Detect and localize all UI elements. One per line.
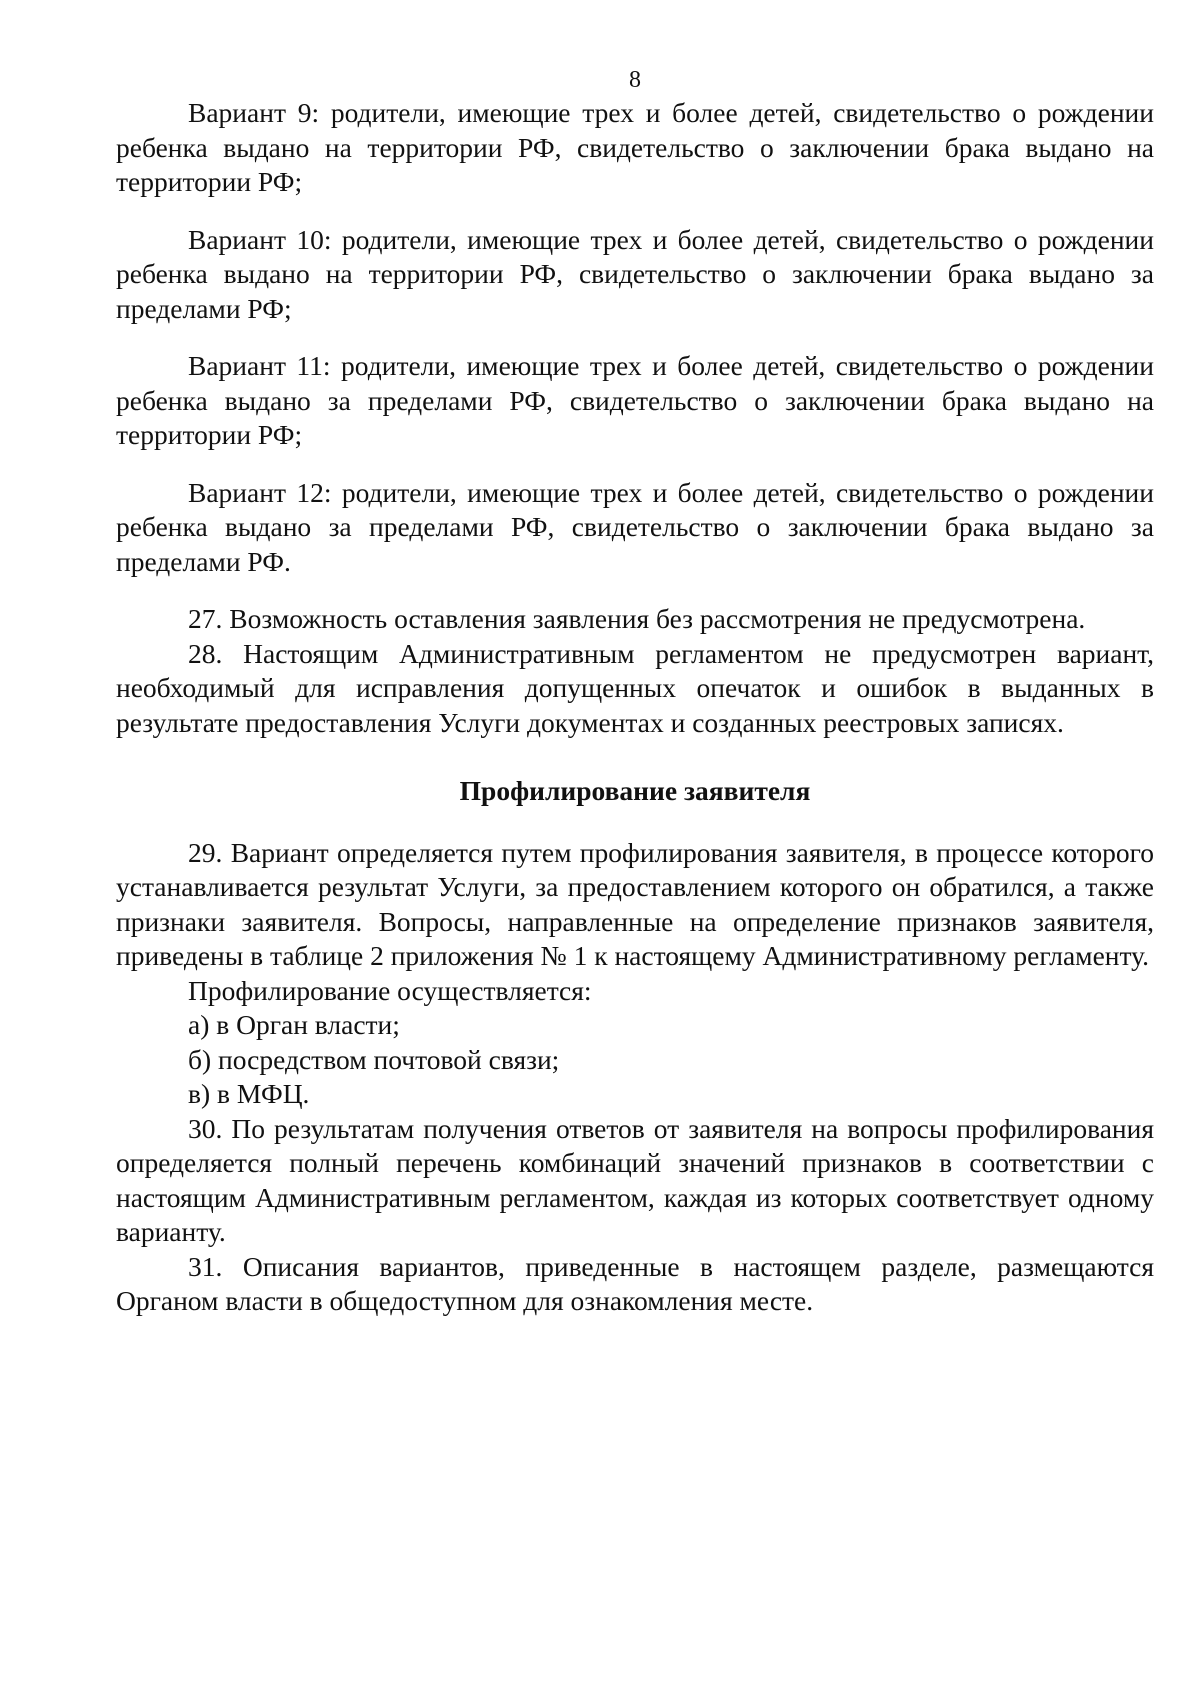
item-27-paragraph: 27. Возможность оставления заявления без рассмотрения не предусмотрена. [188, 603, 1086, 634]
item-28-paragraph: 28. Настоящим Административным регламентом не предусмотрен вариант, необходимый для исправления допущенных опечаток и ошибок в выданных в результате предоставления Услуги документах и созданных реестровых записях. [116, 637, 1154, 738]
profiling-option-c: в) в МФЦ. [188, 1078, 310, 1109]
item-30-paragraph: 30. По результатам получения ответов от заявителя на вопросы профилирования определяется полный перечень комбинаций значений признаков в соответствии с настоящим Административным регламентом, каждая из которых соответствует одному варианту. [116, 1112, 1154, 1247]
variant-10-paragraph: Вариант 10: родители, имеющие трех и более детей, свидетельство о рождении ребенка выдано на территории РФ, свидетельство о заключении брака выдано за пределами РФ; [116, 223, 1154, 324]
variant-11-paragraph: Вариант 11: родители, имеющие трех и более детей, свидетельство о рождении ребенка выдано за пределами РФ, свидетельство о заключении брака выдано на территории РФ; [116, 350, 1154, 450]
profiling-option-b: б) посредством почтовой связи; [188, 1043, 560, 1075]
item-31-paragraph: 31. Описания вариантов, приведенные в настоящем разделе, размещаются Органом власти в общедоступном для ознакомления месте. [116, 1250, 1154, 1316]
document-page [116, 66, 1154, 1319]
page-number: 8 [629, 67, 641, 93]
profiling-option-a: а) в Орган власти; [188, 1009, 400, 1040]
variant-12-paragraph: Вариант 12: родители, имеющие трех и более детей, свидетельство о рождении ребенка выдано за пределами РФ, свидетельство о заключении брака выдано за пределами РФ. [116, 476, 1154, 577]
item-29-paragraph: 29. Вариант определяется путем профилирования заявителя, в процессе которого устанавливается результат Услуги, за предоставлением которого он обратился, а также признаки заявителя. Вопросы, направленные на определение признаков заявителя, приведены в таблице 2 приложения № 1 к настоящему Административному регламенту. [116, 836, 1154, 971]
section-heading: Профилирование заявителя [459, 775, 811, 806]
profiling-intro: Профилирование осуществляется: [188, 974, 592, 1006]
variant-9-paragraph: Вариант 9: родители, имеющие трех и более детей, свидетельство о рождении ребенка выдано на территории РФ, свидетельство о заключении брака выдано на территории РФ; [116, 97, 1154, 197]
